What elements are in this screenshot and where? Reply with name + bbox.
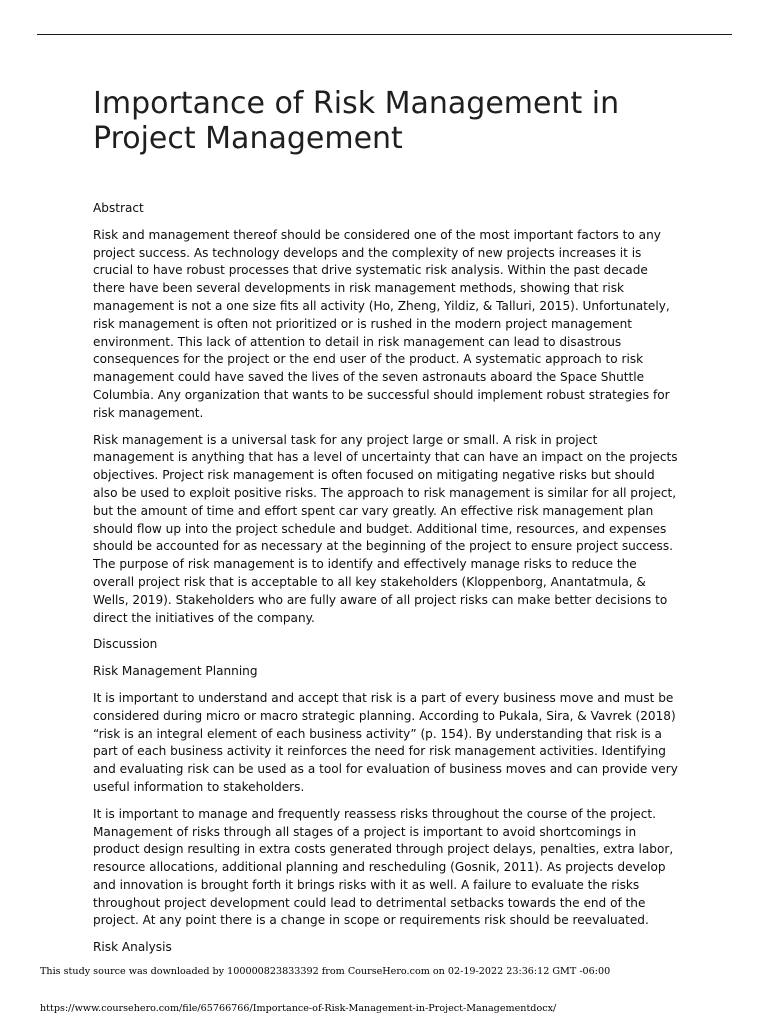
risk-management-planning-heading: Risk Management Planning — [93, 664, 258, 679]
title-line-1: Importance of Risk Management in — [93, 86, 620, 121]
document-body — [93, 200, 679, 966]
document-title — [93, 86, 693, 156]
risk-analysis-heading: Risk Analysis — [93, 940, 172, 955]
top-divider — [37, 34, 732, 35]
source-url[interactable]: https://www.coursehero.com/file/65766766/Importance-of-Risk-Management-in-Project-Managementdocx/ — [40, 1003, 557, 1014]
title-line-2: Project Management — [93, 121, 403, 156]
planning-paragraph-1: It is important to understand and accept that risk is a part of every business move and must be considered during micro or macro strategic planning. According to Pukala, Sira, & Vavrek (2018) “risk is an integral element of each business activity” (p. 154). By understanding that risk is a part of each business activity it reinforces the need for risk management activities. Identifying and evaluating risk can be used as a tool for evaluation of business moves and can provide very useful information to stakeholders. — [93, 690, 678, 794]
abstract-paragraph-2: Risk management is a universal task for any project large or small. A risk in project management is anything that has a level of uncertainty that can have an impact on the projects objectives. Project risk management is often focused on mitigating negative risks but should also be used to exploit positive risks. The approach to risk management is similar for all project, but the amount of time and effort spent car vary greatly. An effective risk management plan should flow up into the project schedule and budget. Additional time, resources, and expenses should be accounted for as necessary at the beginning of the project to ensure project success. The purpose of risk management is to identify and effectively manage risks to reduce the overall project risk that is acceptable to all key stakeholders (Kloppenborg, Anantatmula, & Wells, 2019). Stakeholders who are fully aware of all project risks can make better decisions to direct the initiatives of the company. — [93, 432, 678, 625]
abstract-paragraph-1: Risk and management thereof should be considered one of the most important factors to any project success. As technology develops and the complexity of new projects increases it is crucial to have robust processes that drive systematic risk analysis. Within the past decade there have been several developments in risk management methods, showing that risk management is not a one size fits all activity (Ho, Zheng, Yildiz, & Talluri, 2015). Unfortunately, risk management is often not prioritized or is rushed in the modern project management environment. This lack of attention to detail in risk management can lead to disastrous consequences for the project or the end user of the product. A systematic approach to risk management could have saved the lives of the seven astronauts aboard the Space Shuttle Columbia. Any organization that wants to be successful should implement robust strategies for risk management. — [93, 227, 670, 420]
planning-paragraph-2: It is important to manage and frequently reassess risks throughout the course of the project. Management of risks through all stages of a project is important to avoid shortcomings in product design resulting in extra costs generated through project delays, penalties, extra labor, resource allocations, additional planning and rescheduling (Gosnik, 2011). As projects develop and innovation is brought forth it brings risks with it as well. A failure to evaluate the risks throughout project development could lead to detrimental setbacks towards the end of the project. At any point there is a change in scope or requirements risk should be reevaluated. — [93, 806, 674, 928]
download-source-note: This study source was downloaded by 100000823833392 from CourseHero.com on 02-19-2022 23:36:12 GMT -06:00 — [40, 966, 611, 977]
abstract-heading: Abstract — [93, 201, 144, 215]
discussion-heading: Discussion — [93, 637, 158, 652]
